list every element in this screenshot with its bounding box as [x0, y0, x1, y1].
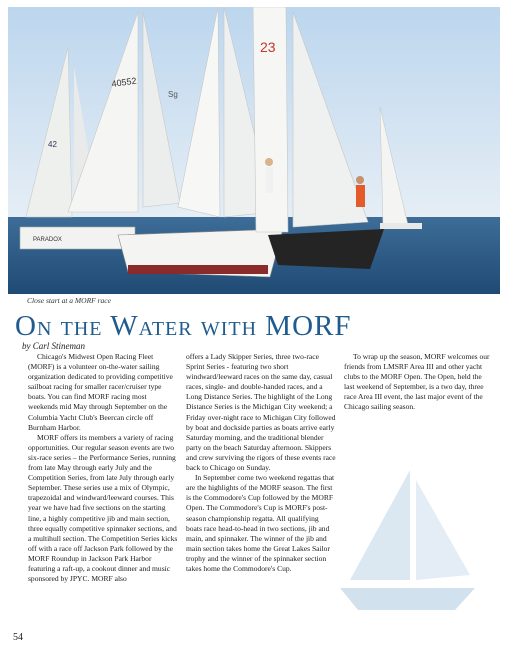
sail-number: Sg	[168, 90, 178, 99]
article-paragraph: Chicago's Midwest Open Racing Fleet (MORF) is a volunteer on-the-water sailing organization dedicated to providing competitive sailboat racing for smaller racer/cruiser type boats. You can find MORF racing most weekends mid May through September on the Columbia Yacht Club's Beercan circle off Burnham Harbor.	[28, 352, 173, 432]
sailboats-illustration	[8, 7, 500, 294]
article-title: On the Water with MORF	[15, 310, 352, 342]
article-paragraph: MORF offers its members a variety of racing opportunities. Our regular season events are two six-race series – the Performance Series, running from late May through early July and the Competition Series, from late July through early September. These series use a mix of Olympic, trapezoidal and windward/leeward courses. This year we have had five sections on the starting line, a highly competitive jib and main section, three equally competitive spinnaker sections, and a multihull section. The Competition Series kicks off with a race off Jackson Park followed by the MORF Roundup in Jackson Park Harbor featuring a raft-up, a cookout dinner and music sponsored by JPYC. MORF also	[28, 432, 178, 584]
article-paragraph: offers a Lady Skipper Series, three two-race Sprint Series - featuring two short windward/leeward races on the same day, casual races, single- and double-handed races, and a Long Distance Series. The highlight of the Long Distance Series is the Michigan City weekend; a Friday over-night race to Michigan City followed by boat and dockside parties as boats arrive early Saturday morning, and the traditional blender party on the beach Saturday afternoon. Skippers and crew surviving the rigors of these events race back to Chicago on Sunday.	[186, 352, 336, 473]
article-column-3	[344, 352, 494, 413]
sail-number: 40552	[110, 75, 138, 89]
photo-caption: Close start at a MORF race	[27, 296, 111, 305]
hull-name: PARADOX	[33, 237, 62, 243]
article-column-1	[28, 352, 178, 584]
sail-number: 23	[260, 39, 276, 55]
article-paragraph: In September come two weekend regattas that are the highlights of the MORF season. The first is the Commodore's Cup followed by the MORF Open. The Commodore's Cup is MORF's post-season championship regatta. All qualifying boats race head-to-head in two sections, jib and main, and spinnaker. The winner of the jib and main section takes home the Great Lakes Sailor trophy and the winner of the spinnaker section takes home the Commodore's Cup.	[186, 473, 335, 573]
sailboat-watermark-icon	[330, 470, 480, 620]
sail-number: 42	[48, 140, 57, 149]
article-paragraph: To wrap up the season, MORF welcomes our friends from LMSRF Area III and other yacht clubs to the MORF Open. The Open, held the last weekend of September, is a two day, three race Area III event, the last major event of the Chicago sailing season.	[344, 352, 490, 412]
article-byline: by Carl Stineman	[22, 341, 85, 351]
race-photo	[8, 7, 500, 294]
article-column-2	[186, 352, 336, 574]
page-number: 54	[13, 632, 23, 643]
